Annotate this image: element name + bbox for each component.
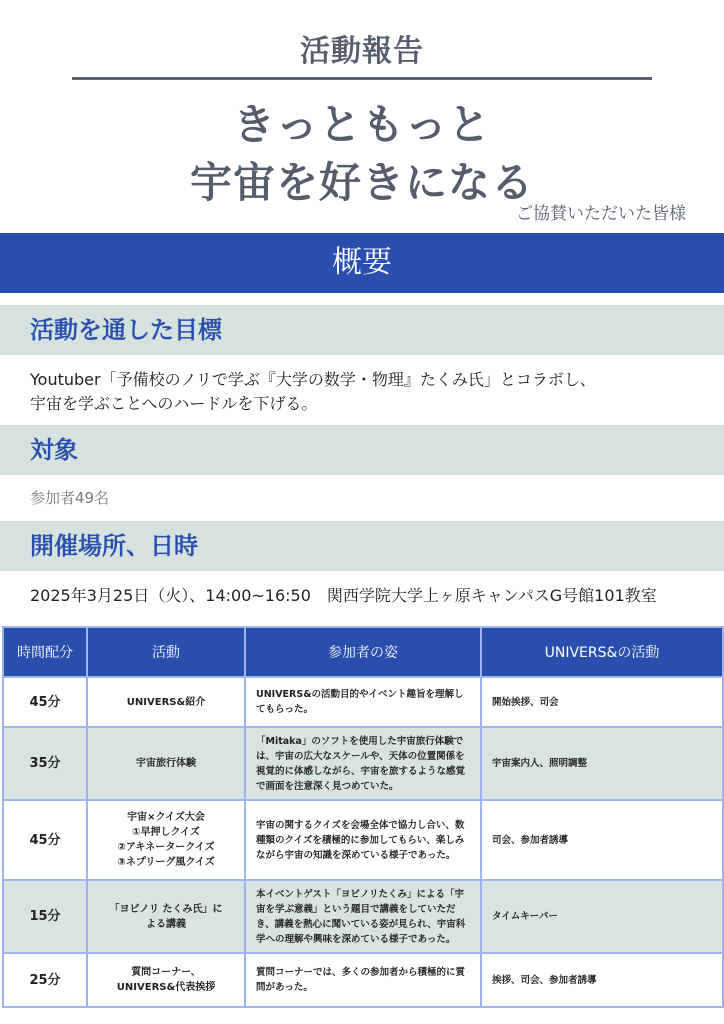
participants-cell: UNIVERS&の活動目的やイベント趣旨を理解してもらった。 — [245, 677, 481, 727]
time-cell: 25分 — [3, 953, 87, 1007]
univers-cell: 宇宙案内人、照明調整 — [481, 727, 723, 800]
target-heading: 対象 — [0, 425, 724, 475]
activity-cell — [87, 880, 245, 953]
table-header-row — [3, 627, 723, 677]
table-row — [3, 677, 723, 727]
title-line-2: 宇宙を好きになる — [189, 158, 534, 207]
activity-cell — [87, 953, 245, 1007]
table-row — [3, 800, 723, 880]
col-header-participants: 参加者の姿 — [245, 627, 481, 677]
activity-line: 宇宙旅行体験 — [136, 758, 196, 769]
col-header-time: 時間配分 — [3, 627, 87, 677]
activity-cell — [87, 677, 245, 727]
participants-cell: 質問コーナーでは、多くの参加者から積極的に質問があった。 — [245, 953, 481, 1007]
table-row — [3, 953, 723, 1007]
time-cell: 45分 — [3, 800, 87, 880]
time-cell: 35分 — [3, 727, 87, 800]
goal-heading: 活動を通した目標 — [0, 305, 724, 355]
activity-cell — [87, 800, 245, 880]
activity-line: UNIVERS&紹介 — [126, 696, 206, 708]
time-cell: 45分 — [3, 677, 87, 727]
col-header-activity: 活動 — [87, 627, 245, 677]
activity-line: ①早押しクイズ — [132, 827, 200, 838]
time-cell: 15分 — [3, 880, 87, 953]
univers-cell: 挨拶、司会、参加者誘導 — [481, 953, 723, 1007]
col-header-univers: UNIVERS&の活動 — [481, 627, 723, 677]
univers-cell: タイムキーパー — [481, 880, 723, 953]
participants-cell: 本イベントゲスト「ヨビノリたくみ」による「宇宙を学ぶ意義」という題目で講義をしていただき、講義を熱心に聞いている姿が見られ、宇宙科学への理解や興味を深めている様子であった。 — [245, 880, 481, 953]
participants-cell: 宇宙の関するクイズを会場全体で協力し合い、数種類のクイズを積極的に参加してもらい、楽しみながら宇宙の知識を深めている様子であった。 — [245, 800, 481, 880]
activity-cell — [87, 727, 245, 800]
target-text: 参加者49名 — [30, 489, 110, 507]
title-line-1: きっともっと — [232, 100, 491, 149]
schedule-table — [2, 626, 724, 1008]
activity-line: ③ネプリーグ風クイズ — [117, 857, 215, 868]
goal-line-2: 宇宙を学ぶことへのハードルを下げる。 — [30, 394, 318, 413]
header-divider — [72, 77, 652, 80]
activity-line: 質問コーナー、 — [131, 967, 201, 978]
venue-heading: 開催場所、日時 — [0, 521, 724, 571]
participants-cell: 「Mitaka」のソフトを使用した宇宙旅行体験では、宇宙の広大なスケールや、天体の位置関係を視覚的に体感しながら、宇宙を旅するような感覚で画面を注意深く見つめていた。 — [245, 727, 481, 800]
activity-line: 宇宙×クイズ大会 — [127, 812, 205, 823]
activity-line: ②アキネータークイズ — [117, 842, 215, 853]
report-label: 活動報告 — [300, 34, 424, 69]
univers-cell: 司会、参加者誘導 — [481, 800, 723, 880]
table-row — [3, 727, 723, 800]
activity-line: よる講義 — [146, 918, 186, 930]
overview-banner: 概要 — [0, 233, 724, 293]
activity-line: 「ヨビノリ たくみ氏」に — [109, 903, 223, 915]
venue-text: 2025年3月25日（火）、14:00~16:50 関西学院大学上ヶ原キャンパスG号館101教室 — [30, 586, 657, 605]
goal-text — [30, 368, 596, 416]
univers-cell: 開始挨拶、司会 — [481, 677, 723, 727]
table-row — [3, 880, 723, 953]
goal-line-1: Youtuber「予備校のノリで学ぶ『大学の数学・物理』たくみ氏」とコラボし、 — [30, 370, 596, 389]
sponsor-note: ご協賛いただいた皆様 — [516, 204, 686, 224]
activity-line: UNIVERS&代表挨拶 — [116, 982, 216, 993]
